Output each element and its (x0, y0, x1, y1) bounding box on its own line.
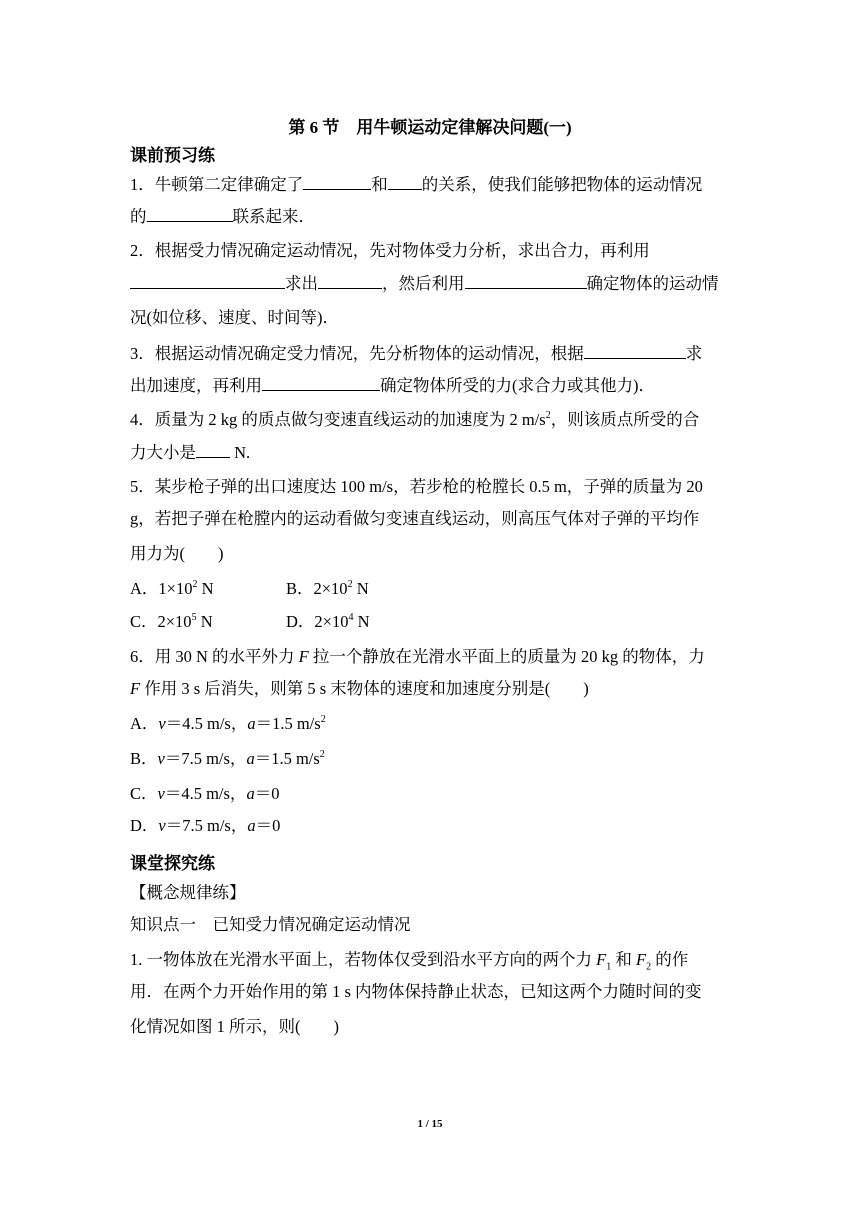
question-6-option-c: C．v＝4.5 m/s，a＝0 (130, 784, 280, 803)
answer-blank (465, 272, 587, 289)
answer-blank (147, 205, 233, 222)
question-6-option-a: A．v＝4.5 m/s，a＝1.5 $m/s^2$ (130, 713, 326, 733)
answer-blank (318, 272, 382, 289)
problem-1-line-1: 1. 一物体放在光滑水平面上，若物体仅受到沿水平方向的两个力 $F_1$ 和 $F_2$ 的作 (130, 950, 689, 973)
question-2-line-3: 况(如位移、速度、时间等)． (130, 308, 339, 327)
subsection-heading: 【概念规律练】 (130, 883, 246, 902)
problem-1-line-3: 化情况如图 1 所示，则( ) (130, 1017, 339, 1036)
option-d: D．$2\times 10^4$ N (286, 611, 370, 631)
answer-blank (262, 374, 380, 391)
problem-1-line-2: 用．在两个力开始作用的第 1 s 内物体保持静止状态，已知这两个力随时间的变 (130, 982, 702, 1001)
question-4-line-2: 力大小是 N. (130, 443, 251, 462)
section-heading-class: 课堂探究练 (130, 854, 215, 873)
question-6-line-1: 6．用 30 N 的水平外力 F 拉一个静放在光滑水平面上的质量为 20 kg 的物体，力 (130, 647, 705, 666)
option-b: B．$2\times 10^2$ N (286, 578, 369, 598)
knowledge-point-heading: 知识点一 已知受力情况确定运动情况 (130, 915, 411, 934)
question-5-line-1: 5．某步枪子弹的出口速度达 100 m/s，若步枪的枪膛长 0.5 m，子弹的质量为 20 (130, 477, 703, 496)
option-c: C．$2\times 10^5$ N (130, 611, 213, 631)
question-3-line-1: 3．根据运动情况确定受力情况，先分析物体的运动情况，根据 求 (130, 344, 703, 363)
question-6-line-2: F 作用 3 s 后消失，则第 5 s 末物体的速度和加速度分别是( ) (130, 679, 589, 698)
option-a: A．$1\times 10^2$ N (130, 578, 214, 598)
answer-blank (303, 173, 371, 190)
question-6-option-b: B．v＝7.5 m/s，a＝1.5 $m/s^2$ (130, 748, 325, 768)
question-5-options-cd (130, 611, 370, 633)
question-3-line-2: 出加速度，再利用 确定物体所受的力(求合力或其他力)． (130, 376, 655, 395)
question-6-option-d: D．v＝7.5 m/s，a＝0 (130, 816, 281, 835)
answer-blank (388, 173, 422, 190)
question-5-options-ab (130, 578, 369, 600)
question-2-line-1: 2．根据受力情况确定运动情况，先对物体受力分析，求出合力，再利用 (130, 241, 650, 260)
question-4-line-1: 4．质量为 2 kg 的质点做匀变速直线运动的加速度为 2 $m/s^2$，则该质点所受的合 (130, 409, 700, 429)
answer-blank (584, 342, 686, 359)
answer-blank (196, 441, 230, 458)
question-1-line-2: 的 联系起来． (130, 207, 315, 226)
question-1-line-1: 1．牛顿第二定律确定了 和 的关系，使我们能够把物体的运动情况 (130, 175, 703, 194)
question-5-line-2: g，若把子弹在枪膛内的运动看做匀变速直线运动，则高压气体对子弹的平均作 (130, 509, 700, 528)
page-number: 1 / 15 (417, 1118, 443, 1130)
question-2-line-2: 求出 ，然后利用 确定物体的运动情 (130, 272, 719, 295)
answer-blank (130, 272, 285, 289)
section-heading-preview: 课前预习练 (130, 146, 215, 165)
page-title: 第 6 节 用牛顿运动定律解决问题(一) (288, 118, 572, 137)
question-5-line-3: 用力为( ) (130, 544, 224, 563)
